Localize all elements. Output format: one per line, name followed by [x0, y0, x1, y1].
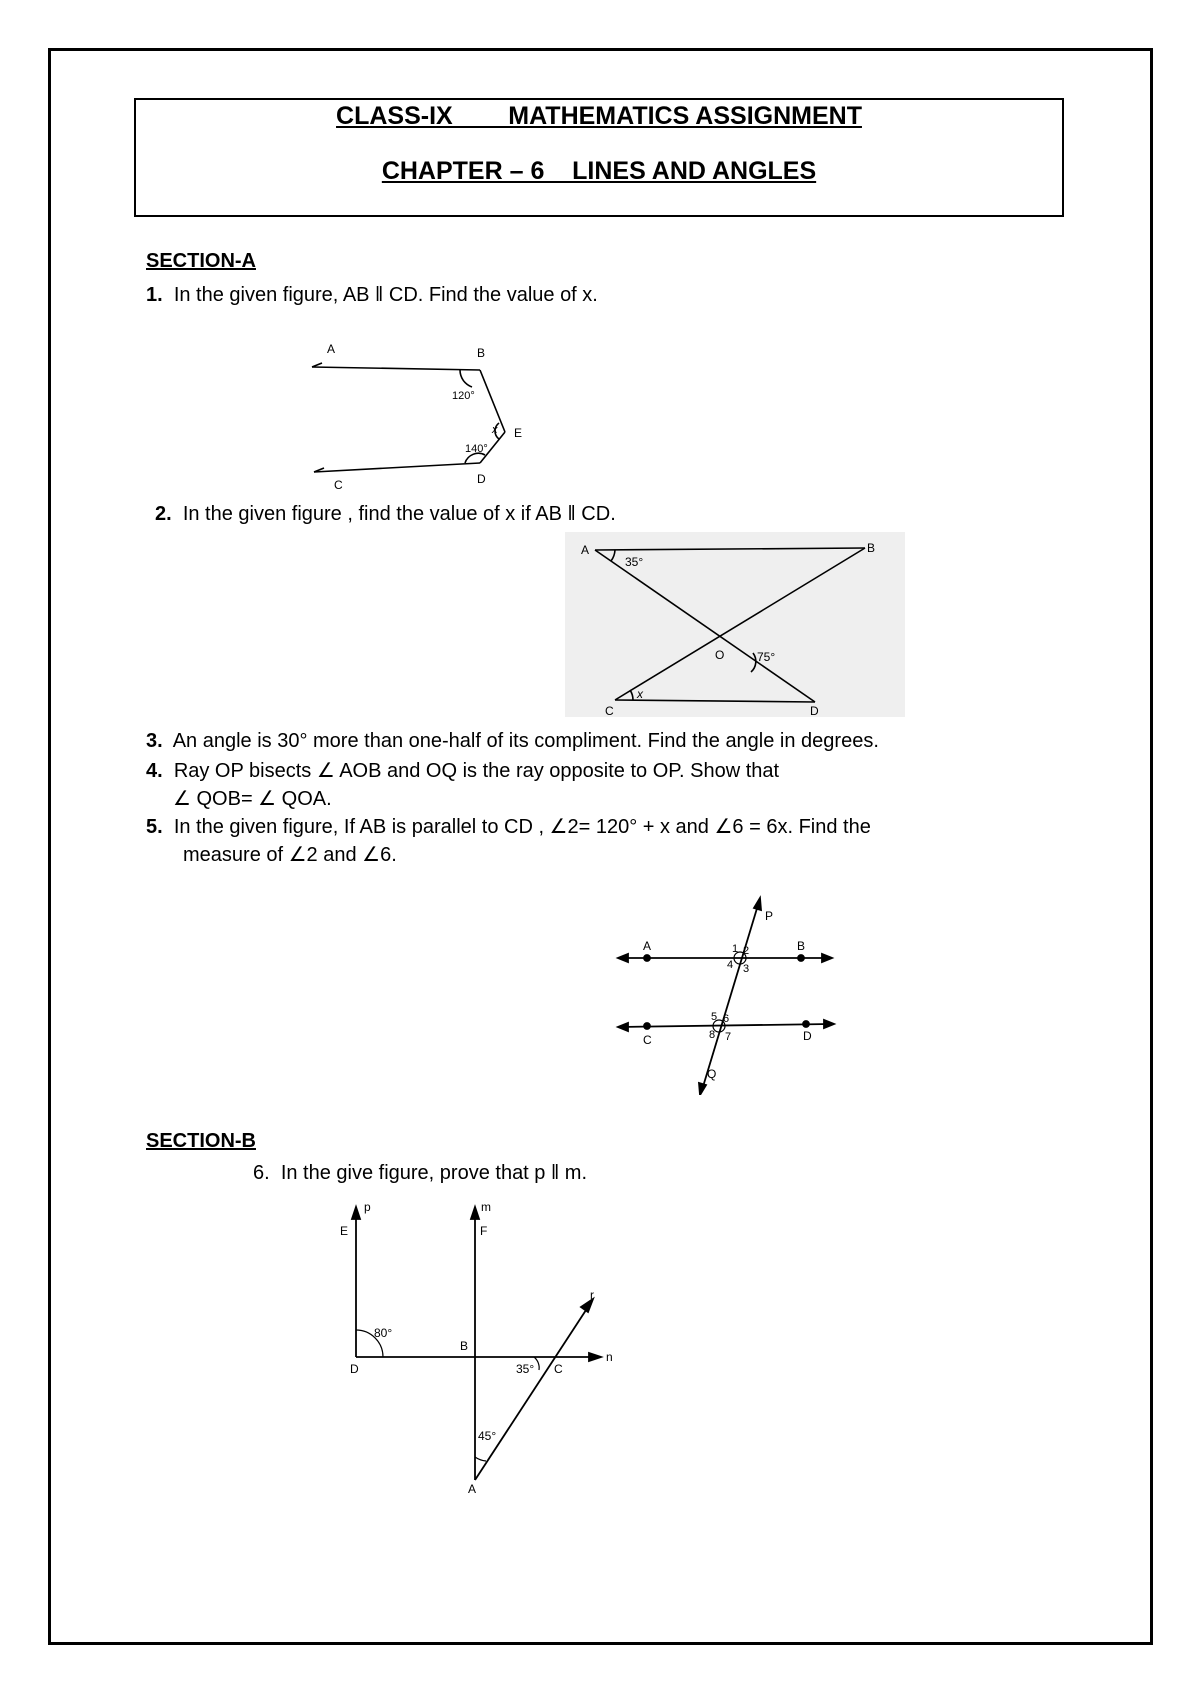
angle-label: x: [637, 687, 643, 701]
question-number: 5.: [146, 816, 163, 838]
line-label: r: [590, 1288, 594, 1302]
point-label: B: [797, 939, 806, 953]
point-label: F: [480, 1224, 488, 1238]
assignment-header: [134, 98, 1064, 217]
question-text: In the given figure, AB ǁ CD. Find the value of x.: [173, 284, 598, 306]
header-chapter: CHAPTER – 6 LINES AND ANGLES: [381, 157, 817, 185]
angle-number: 8: [709, 1029, 716, 1041]
line-label: p: [364, 1200, 371, 1214]
point-label: O: [715, 648, 725, 662]
question-text: An angle is 30° more than one-half of its compliment. Find the angle in degrees.: [172, 730, 879, 752]
line-label: n: [606, 1350, 613, 1364]
question-text: In the given figure, If AB is parallel to CD , ∠2= 120° + x and ∠6 = 6x. Find the: [173, 816, 871, 838]
point-label: D: [803, 1029, 812, 1043]
angle-number: 3: [743, 963, 750, 975]
question-number: 3.: [146, 730, 163, 752]
question-4: [146, 758, 779, 783]
figure-2: [565, 532, 905, 717]
point-label: D: [350, 1362, 359, 1376]
point-label: B: [477, 346, 486, 360]
point-label: B: [867, 541, 876, 555]
question-text: In the given figure , find the value of x if AB ǁ CD.: [182, 503, 616, 525]
question-5-continued: measure of ∠2 and ∠6.: [183, 844, 397, 866]
line-label: m: [481, 1200, 491, 1214]
point-label: C: [643, 1033, 652, 1047]
point-label: E: [514, 426, 523, 440]
section-a-title: SECTION-A: [146, 250, 256, 272]
angle-label: 120°: [452, 390, 475, 402]
point-label: A: [643, 939, 652, 953]
question-3: [146, 730, 879, 753]
point-label: A: [468, 1482, 477, 1495]
section-b-title: SECTION-B: [146, 1130, 256, 1152]
point-label: B: [460, 1339, 469, 1353]
angle-number: 4: [727, 959, 734, 971]
question-4-continued: ∠ QOB= ∠ QOA.: [173, 788, 332, 810]
point-label: C: [334, 478, 343, 492]
angle-label: x: [492, 424, 498, 436]
angle-number: 7: [725, 1031, 732, 1043]
figure-1: [300, 335, 540, 495]
point-label: D: [477, 472, 486, 486]
angle-label: 35°: [516, 1362, 535, 1376]
point-label: C: [605, 704, 614, 717]
question-number: 6.: [253, 1162, 270, 1184]
question-number: 4.: [146, 760, 163, 782]
point-label: A: [327, 342, 336, 356]
point-label: C: [554, 1362, 563, 1376]
question-number: 1.: [146, 284, 163, 306]
angle-number: 6: [723, 1013, 730, 1025]
question-5: [146, 814, 871, 839]
header-title: CLASS-IX MATHEMATICS ASSIGNMENT: [336, 102, 862, 130]
point-label: P: [765, 909, 774, 923]
angle-number: 1: [732, 943, 739, 955]
angle-label: 140°: [465, 443, 488, 455]
angle-label: 35°: [625, 555, 644, 569]
point-label: E: [340, 1224, 349, 1238]
angle-label: 45°: [478, 1429, 497, 1443]
question-1: [146, 284, 598, 307]
point-label: A: [581, 543, 590, 557]
question-2: [155, 503, 616, 526]
question-number: 2.: [155, 503, 172, 525]
point-label: D: [810, 704, 819, 717]
angle-number: 2: [743, 945, 750, 957]
point-label: Q: [707, 1067, 717, 1081]
figure-3: [615, 890, 845, 1095]
figure-4: [338, 1195, 628, 1495]
angle-number: 5: [711, 1011, 718, 1023]
question-6: [253, 1162, 587, 1185]
question-text: Ray OP bisects ∠ AOB and OQ is the ray opposite to OP. Show that: [173, 760, 780, 782]
angle-label: 75°: [757, 650, 776, 664]
question-text: In the give figure, prove that p ǁ m.: [280, 1162, 588, 1184]
angle-label: 80°: [374, 1326, 393, 1340]
